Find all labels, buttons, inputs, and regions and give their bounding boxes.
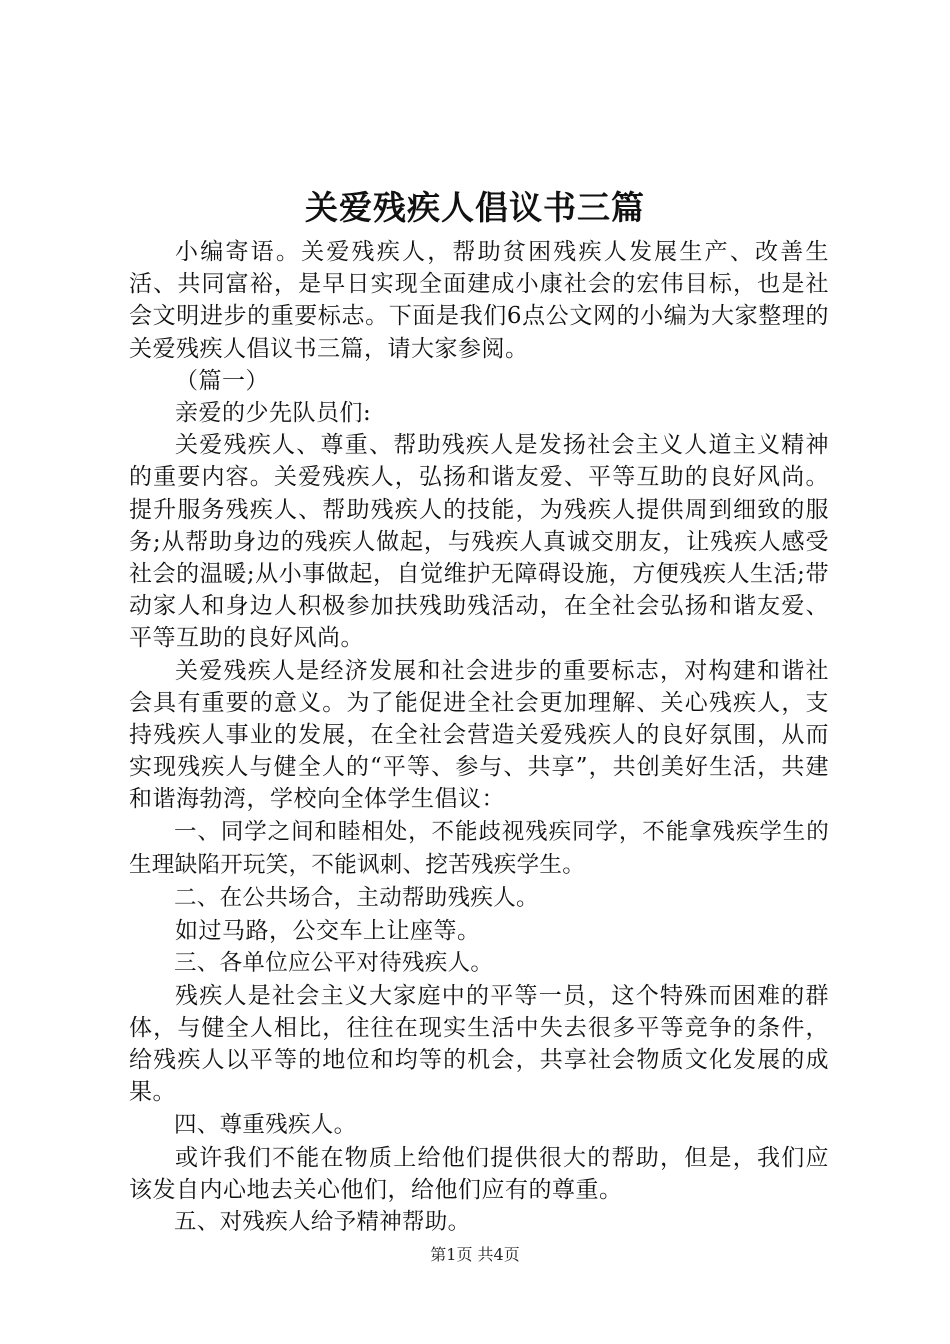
proposal-item-5: 五、对残疾人给予精神帮助。 (174, 1209, 471, 1236)
body-paragraph: 或许我们不能在物质上给他们提供很大的帮助，但是，我们应该发自内心地去关心他们，给他们应有的尊重。 (129, 1144, 829, 1203)
proposal-item-3: 三、各单位应公平对待残疾人。 (174, 949, 494, 976)
body-paragraph: 如过马路，公交车上让座等。 (175, 917, 481, 944)
document-body (129, 236, 829, 1239)
proposal-item-1: 一、同学之间和睦相处，不能歧视残疾同学，不能拿残疾学生的生理缺陷开玩笑，不能讽刺、挖苦残疾学生。 (129, 818, 829, 878)
section-label: （篇一） (175, 367, 269, 394)
proposal-item-2: 二、在公共场合，主动帮助残疾人。 (174, 884, 539, 911)
body-paragraph: 关爱残疾人、尊重、帮助残疾人是发扬社会主义人道主义精神的重要内容。关爱残疾人，弘扬和谐友爱、平等互助的良好风尚。提升服务残疾人、帮助残疾人的技能，为残疾人提供周到细致的服务;从帮助身边的残疾人做起，与残疾人真诚交朋友，让残疾人感受社会的温暖;从小事做起，自觉维护无障碍设施，方便残疾人生活;带动家人和身边人积极参加扶残助残活动，在全社会弘扬和谐友爱、平等互助的良好风尚。 (129, 432, 829, 652)
document-title: 关爱残疾人倡议书三篇 (305, 188, 645, 227)
intro-paragraph: 小编寄语。关爱残疾人，帮助贫困残疾人发展生产、改善生活、共同富裕，是早日实现全面建成小康社会的宏伟目标，也是社会文明进步的重要标志。下面是我们6点公文网的小编为大家整理的关爱残疾人倡议书三篇，请大家参阅。 (129, 239, 829, 362)
page-number-footer: 第1页 共4页 (430, 1245, 520, 1264)
salutation: 亲爱的少先队员们: (175, 400, 372, 427)
body-paragraph: 关爱残疾人是经济发展和社会进步的重要标志，对构建和谐社会具有重要的意义。为了能促进全社会更加理解、关心残疾人，支持残疾人事业的发展，在全社会营造关爱残疾人的良好氛围，从而实现残疾人与健全人的“平等、参与、共享”，共创美好生活，共建和谐海勃湾，学校向全体学生倡议： (129, 657, 829, 813)
body-paragraph: 残疾人是社会主义大家庭中的平等一员，这个特殊而困难的群体，与健全人相比，往往在现实生活中失去很多平等竞争的条件，给残疾人以平等的地位和均等的机会，共享社会物质文化发展的成果。 (129, 982, 829, 1106)
proposal-item-4: 四、尊重残疾人。 (174, 1111, 357, 1138)
